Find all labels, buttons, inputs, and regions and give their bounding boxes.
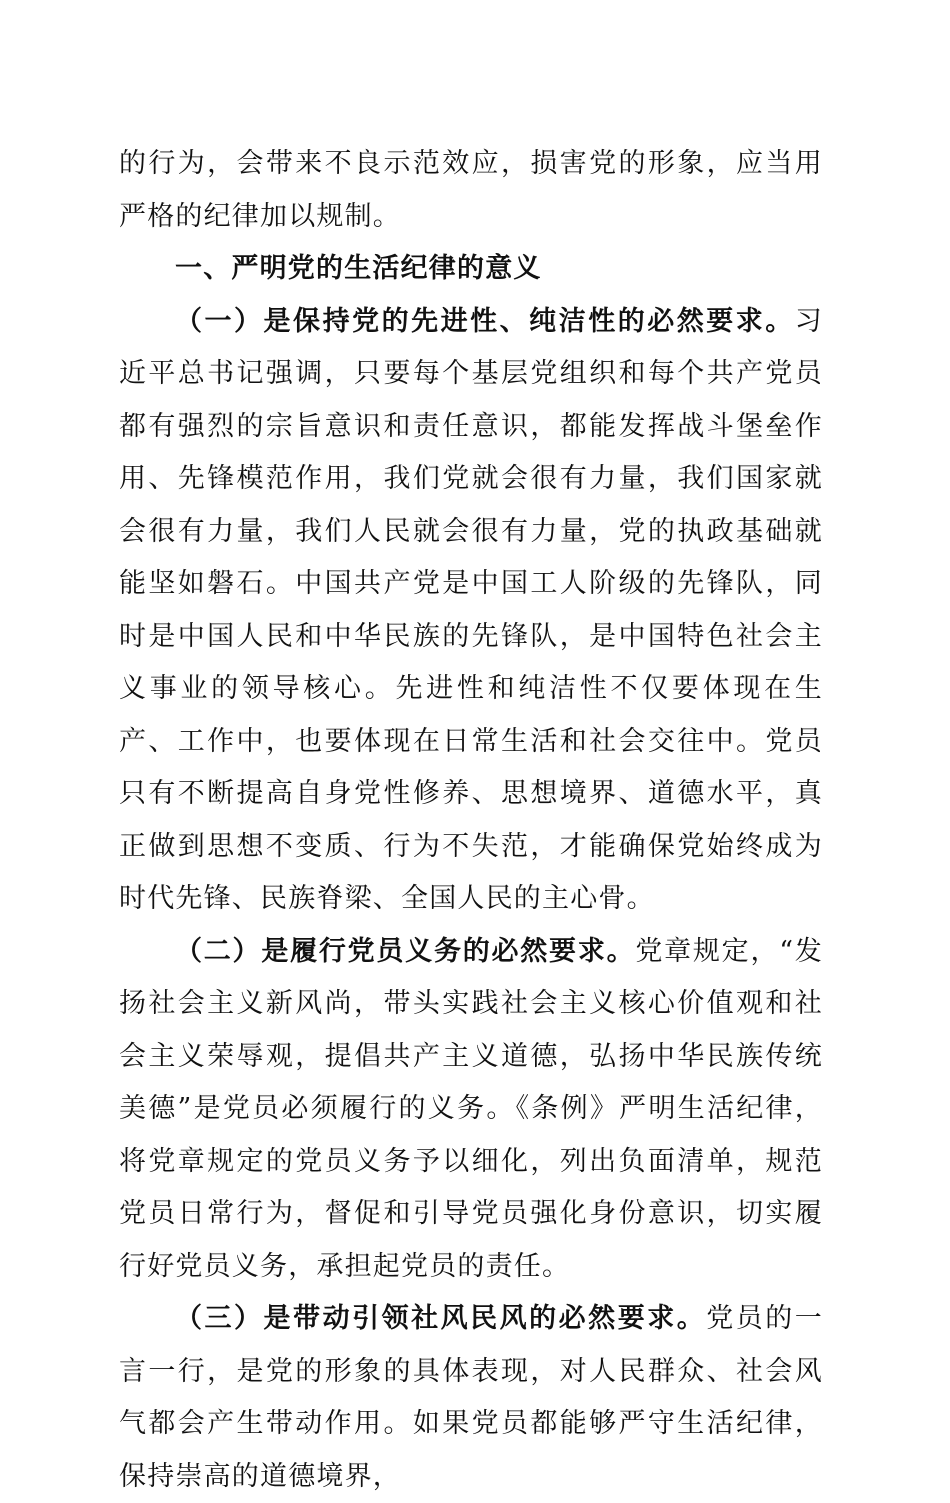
paragraph-3-lead: （三）是带动引领社风民风的必然要求。: [175, 1303, 707, 1334]
paragraph-2: [119, 926, 823, 1294]
document-body: [119, 138, 823, 1503]
paragraph-3: [119, 1293, 823, 1503]
paragraph-1-lead: （一）是保持党的先进性、纯洁性的必然要求。: [175, 305, 795, 337]
paragraph-1: [119, 296, 823, 926]
paragraph-1-body: 习近平总书记强调，只要每个基层党组织和每个共产党员都有强烈的宗旨意识和责任意识，都能发挥战斗堡垒作用、先锋模范作用，我们党就会很有力量，我们国家就会很有力量，我们人民就会很有力量，党的执政基础就能坚如磐石。中国共产党是中国工人阶级的先锋队，同时是中国人民和中华民族的先锋队，是中国特色社会主义事业的领导核心。先进性和纯洁性不仅要体现在生产、工作中，也要体现在日常生活和社会交往中。党员只有不断提高自身党性修养、思想境界、道德水平，真正做到思想不变质、行为不失范，才能确保党始终成为时代先锋、民族脊梁、全国人民的主心骨。: [119, 305, 823, 914]
paragraph-2-body: 党章规定，“发扬社会主义新风尚，带头实践社会主义核心价值观和社会主义荣辱观，提倡共产主义道德，弘扬中华民族传统美德”是党员必须履行的义务。《条例》严明生活纪律，将党章规定的党员义务予以细化，列出负面清单，规范党员日常行为，督促和引导党员强化身份意识，切实履行好党员义务，承担起党员的责任。: [119, 935, 823, 1282]
paragraph-2-lead: （二）是履行党员义务的必然要求。: [175, 935, 636, 967]
section-heading: 一、严明党的生活纪律的意义: [175, 253, 542, 284]
intro-paragraph: 的行为，会带来不良示范效应，损害党的形象，应当用严格的纪律加以规制。: [119, 148, 823, 232]
paragraph-3-body: 党员的一言一行，是党的形象的具体表现，对人民群众、社会风气都会产生带动作用。如果党员都能够严守生活纪律，保持崇高的道德境界，: [119, 1303, 823, 1492]
